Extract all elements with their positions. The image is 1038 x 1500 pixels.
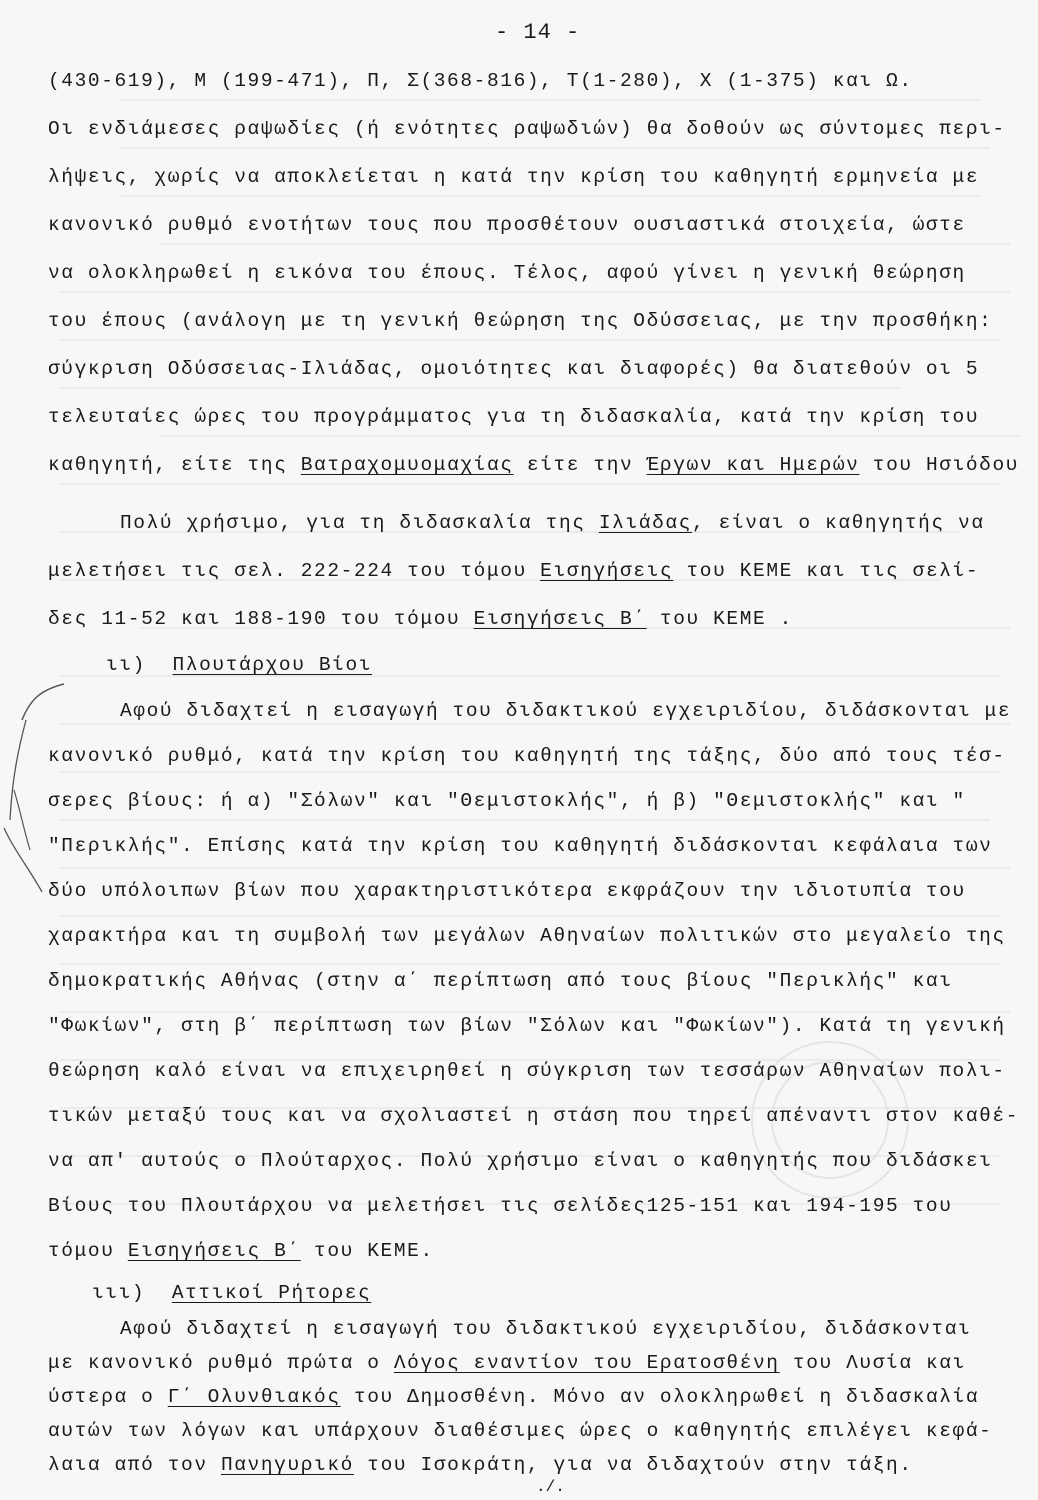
underlined-title: Έργων και Ημερών	[646, 454, 860, 476]
text-run: του Δημοσθένη. Μόνο αν ολοκληρωθεί η διδασκαλία	[340, 1386, 980, 1408]
text-run: του ΚΕΜΕ .	[646, 608, 793, 630]
text-line: "Φωκίων", στη β΄ περίπτωση των βίων "Σόλων και "Φωκίων"). Κατά τη γενική	[48, 1015, 1006, 1037]
underlined-title: Ιλιάδας	[598, 512, 692, 534]
text-line: σερες βίους: ή α) "Σόλων" και "Θεμιστοκλής", ή β) "Θεμιστοκλής" και "	[48, 790, 966, 812]
text-run: καθηγητή, είτε της	[48, 454, 301, 476]
underlined-title: Αττικοί Ρήτορες	[171, 1282, 372, 1304]
text-line	[120, 512, 1024, 534]
text-run: ύστερα ο	[48, 1386, 168, 1408]
text-run: Πολύ χρήσιμο, για τη διδασκαλία της	[120, 512, 599, 534]
underlined-title: Γ΄ Ολυνθιακός	[167, 1386, 341, 1408]
text-run: Αφού διδαχτεί η εισαγωγή του διδακτικού εγχειριδίου, διδάσκονται	[120, 1318, 972, 1340]
text-run: αυτών των λόγων και υπάρχουν διαθέσιμες ώρες ο καθηγητής επιλέγει κεφά-	[48, 1420, 993, 1442]
text-run: μελετήσει τις σελ. 222-224 του τόμου	[48, 560, 541, 582]
text-run: του Ισοκράτη, για να διδαχτούν στην τάξη.	[353, 1454, 913, 1476]
text-run: του Λυσία και	[779, 1352, 966, 1374]
text-line: να ολοκληρωθεί η εικόνα του έπους. Τέλος, αφού γίνει η γενική θεώρηση	[48, 262, 966, 284]
underlined-title: Πανηγυρικό	[220, 1454, 354, 1476]
text-line: κανονικό ρυθμό ενοτήτων τους που προσθέτουν ουσιαστικά στοιχεία, ώστε	[48, 214, 966, 236]
text-line	[48, 1352, 1024, 1374]
text-line	[48, 560, 1024, 582]
section-heading	[106, 654, 1024, 676]
underlined-title: Λόγος εναντίον του Ερατοσθένη	[393, 1352, 780, 1374]
text-line: τικών μεταξύ τους και να σχολιαστεί η στάση που τηρεί απέναντι στον καθέ-	[48, 1105, 1020, 1127]
text-line	[48, 608, 1024, 630]
text-line: "Περικλής". Επίσης κατά την κρίση του καθηγητή διδάσκονται κεφάλαια των	[48, 835, 993, 857]
text-line	[120, 1318, 1024, 1340]
text-line: Βίους του Πλουτάρχου να μελετήσει τις σελίδες125-151 και 194-195 του	[48, 1195, 953, 1217]
section-heading	[92, 1282, 1024, 1304]
text-run: του ΚΕΜΕ.	[300, 1240, 434, 1262]
text-line: να απ' αυτούς ο Πλούταρχος. Πολύ χρήσιμο είναι ο καθηγητής που διδάσκει	[48, 1150, 993, 1172]
text-line: χαρακτήρα και τη συμβολή των μεγάλων Αθηναίων πολιτικών στο μεγαλείο της	[48, 925, 1006, 947]
text-run: λαια από τον	[48, 1454, 221, 1476]
text-line	[48, 1454, 1024, 1476]
text-line: δύο υπόλοιπων βίων που χαρακτηριστικότερα εκφράζουν την ιδιοτυπία του	[48, 880, 966, 902]
text-run: τόμου	[48, 1240, 128, 1262]
section-number: ιι)	[106, 654, 146, 676]
text-run: δες 11-52 και 188-190 του τόμου	[48, 608, 474, 630]
underlined-title: Εισηγήσεις Β΄	[127, 1240, 301, 1262]
text-line	[48, 1420, 1024, 1442]
text-run: , είναι ο καθηγητής να	[692, 512, 985, 534]
text-line: Αφού διδαχτεί η εισαγωγή του διδακτικού εγχειριδίου, διδάσκονται με	[120, 700, 1012, 722]
end-mark: ./.	[536, 1478, 565, 1496]
text-line: λήψεις, χωρίς να αποκλείεται η κατά την κρίση του καθηγητή ερμηνεία με	[48, 166, 980, 188]
section-number: ιιι)	[92, 1282, 146, 1304]
text-line	[48, 454, 1024, 476]
text-line: δημοκρατικής Αθήνας (στην α΄ περίπτωση από τους βίους "Περικλής" και	[48, 970, 953, 992]
underlined-title: Εισηγήσεις Β΄	[473, 608, 647, 630]
text-line: του έπους (ανάλογη με τη γενική θεώρηση της Οδύσσειας, με την προσθήκη:	[48, 310, 993, 332]
text-line: κανονικό ρυθμό, κατά την κρίση του καθηγητή της τάξης, δύο από τους τέσ-	[48, 745, 1006, 767]
text-line: τελευταίες ώρες του προγράμματος για τη διδασκαλία, κατά την κρίση του	[48, 406, 980, 428]
underlined-title: Εισηγήσεις	[540, 560, 674, 582]
text-run: του Ησιόδου	[859, 454, 1020, 476]
text-run: με κανονικό ρυθμό πρώτα ο	[48, 1352, 394, 1374]
text-line: θεώρηση καλό είναι να επιχειρηθεί η σύγκριση των τεσσάρων Αθηναίων πολι-	[48, 1060, 1006, 1082]
text-line	[48, 1240, 1024, 1262]
text-line: (430-619), Μ (199-471), Π, Σ(368-816), Τ(1-280), Χ (1-375) και Ω.	[48, 70, 913, 92]
underlined-title: Βατραχομυομαχίας	[300, 454, 514, 476]
text-line	[48, 1386, 1024, 1408]
text-line: σύγκριση Οδύσσειας-Ιλιάδας, ομοιότητες και διαφορές) θα διατεθούν οι 5	[48, 358, 980, 380]
text-run: είτε την	[513, 454, 647, 476]
text-line: Οι ενδιάμεσες ραψωδίες (ή ενότητες ραψωδιών) θα δοθούν ως σύντομες περι-	[48, 118, 1006, 140]
text-run: του ΚΕΜΕ και τις σελί-	[673, 560, 980, 582]
section-title: Πλουτάρχου Βίοι	[172, 654, 373, 676]
page-number: - 14 -	[495, 20, 581, 45]
